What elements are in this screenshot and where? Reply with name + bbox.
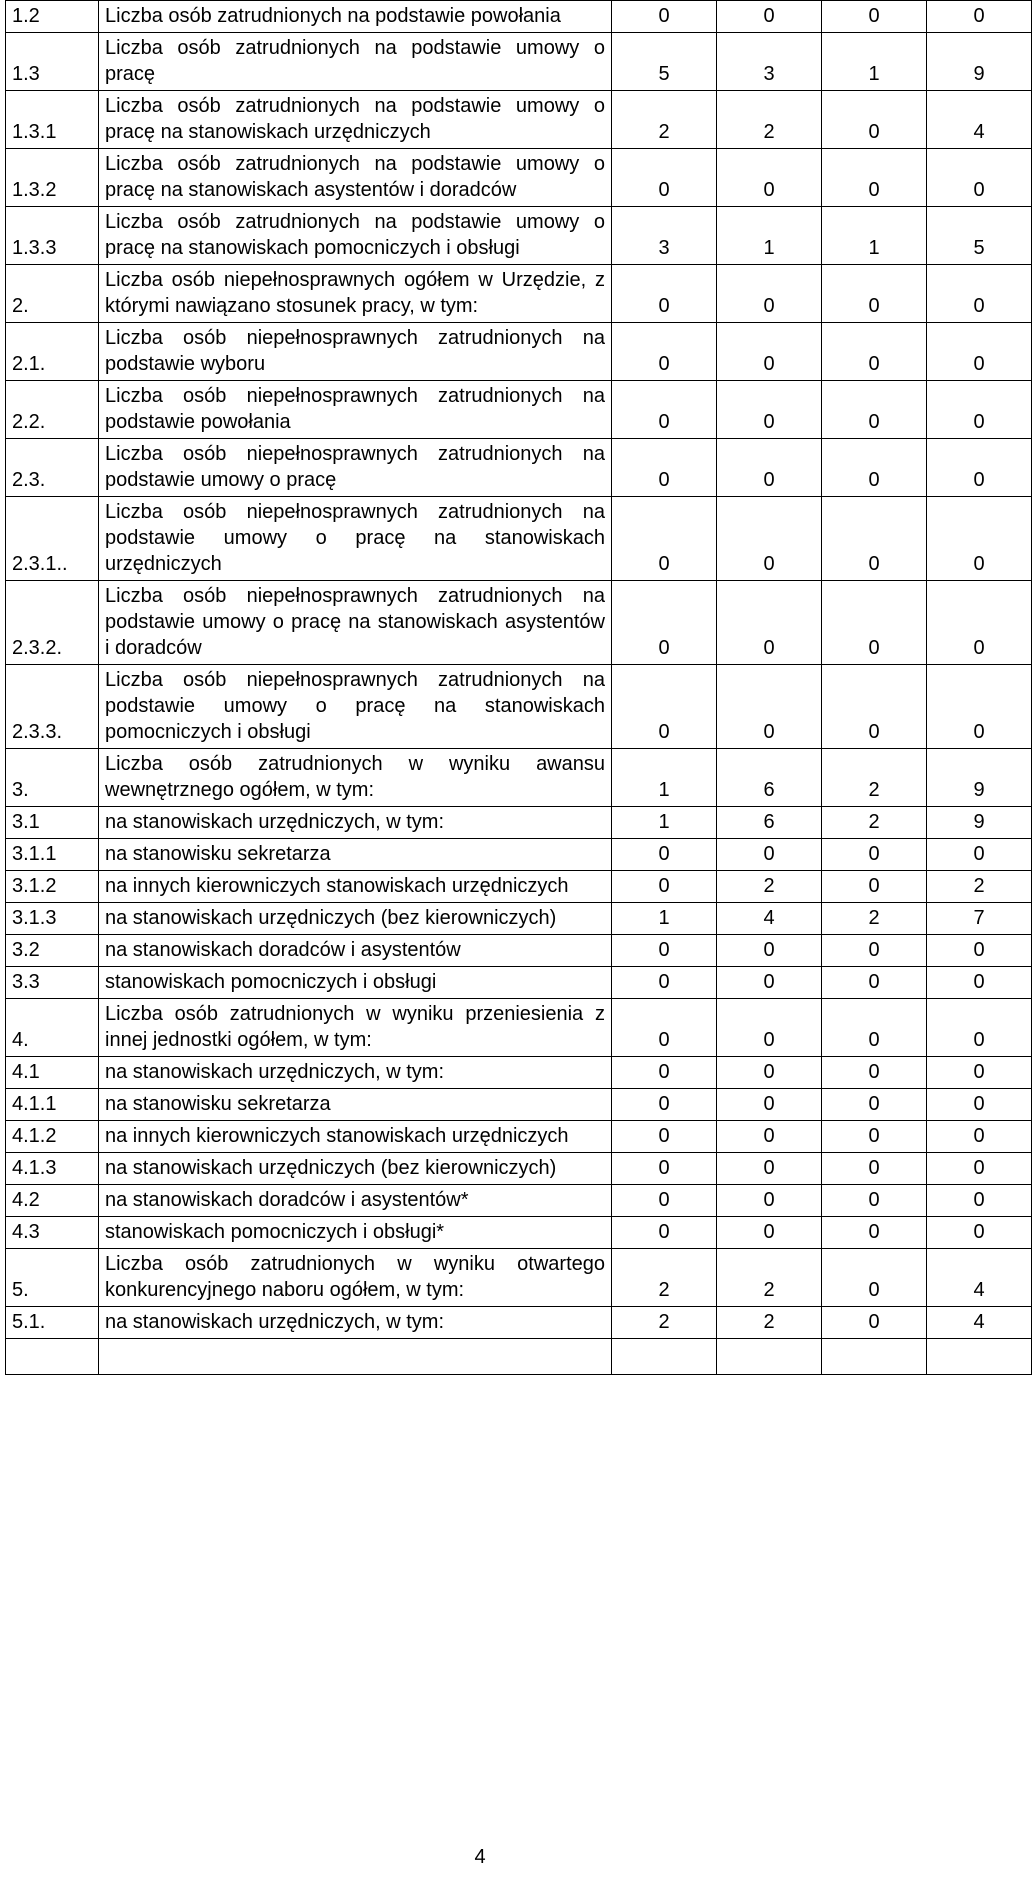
value-cell: 0 <box>822 1057 927 1089</box>
value-cell: 4 <box>927 1249 1032 1307</box>
row-number-cell: 2.1. <box>6 323 99 381</box>
row-description-cell: Liczba osób niepełnosprawnych zatrudnionych na podstawie umowy o pracę na stanowiskach pomocniczych i obsługi <box>99 665 612 749</box>
value-cell: 0 <box>927 1 1032 33</box>
row-number-cell: 2.2. <box>6 381 99 439</box>
value-cell: 0 <box>822 967 927 999</box>
value-cell: 3 <box>612 207 717 265</box>
value-cell: 0 <box>717 497 822 581</box>
row-description-cell: na innych kierowniczych stanowiskach urzędniczych <box>99 871 612 903</box>
row-description-cell: Liczba osób zatrudnionych na podstawie umowy o pracę na stanowiskach pomocniczych i obsługi <box>99 207 612 265</box>
value-cell: 0 <box>822 1249 927 1307</box>
table-row <box>6 1089 1032 1121</box>
value-cell: 0 <box>612 497 717 581</box>
value-cell: 0 <box>717 935 822 967</box>
value-cell: 0 <box>612 967 717 999</box>
table-row <box>6 1217 1032 1249</box>
table-row <box>6 1249 1032 1307</box>
row-number-cell: 4.3 <box>6 1217 99 1249</box>
value-cell: 0 <box>927 323 1032 381</box>
row-number-cell: 1.3.3 <box>6 207 99 265</box>
table-row <box>6 839 1032 871</box>
row-number-cell: 4. <box>6 999 99 1057</box>
value-cell: 0 <box>612 1217 717 1249</box>
row-description-cell: na stanowiskach urzędniczych, w tym: <box>99 807 612 839</box>
value-cell: 0 <box>717 665 822 749</box>
value-cell: 0 <box>927 1185 1032 1217</box>
value-cell: 0 <box>822 323 927 381</box>
value-cell: 9 <box>927 33 1032 91</box>
row-number-cell: 3.1.3 <box>6 903 99 935</box>
row-number-cell: 4.1.2 <box>6 1121 99 1153</box>
value-cell: 0 <box>822 1185 927 1217</box>
value-cell: 4 <box>927 91 1032 149</box>
empty-cell <box>6 1339 99 1375</box>
row-number-cell: 4.1 <box>6 1057 99 1089</box>
row-description-cell: Liczba osób zatrudnionych na podstawie umowy o pracę na stanowiskach asystentów i doradców <box>99 149 612 207</box>
value-cell: 0 <box>612 149 717 207</box>
value-cell: 2 <box>822 903 927 935</box>
value-cell: 2 <box>717 871 822 903</box>
empty-row <box>6 1339 1032 1375</box>
row-description-cell: Liczba osób zatrudnionych na podstawie umowy o pracę na stanowiskach urzędniczych <box>99 91 612 149</box>
value-cell: 0 <box>612 1089 717 1121</box>
row-number-cell: 4.1.3 <box>6 1153 99 1185</box>
value-cell: 0 <box>927 967 1032 999</box>
row-number-cell: 2.3.3. <box>6 665 99 749</box>
row-number-cell: 1.3.1 <box>6 91 99 149</box>
table-row <box>6 1185 1032 1217</box>
value-cell: 0 <box>822 439 927 497</box>
value-cell: 0 <box>717 439 822 497</box>
table-row <box>6 967 1032 999</box>
value-cell: 0 <box>822 149 927 207</box>
value-cell: 0 <box>927 439 1032 497</box>
value-cell: 0 <box>927 1217 1032 1249</box>
value-cell: 0 <box>612 1 717 33</box>
value-cell: 0 <box>822 999 927 1057</box>
value-cell: 0 <box>717 1153 822 1185</box>
row-description-cell: Liczba osób niepełnosprawnych zatrudnionych na podstawie umowy o pracę <box>99 439 612 497</box>
value-cell: 0 <box>717 1089 822 1121</box>
table-row <box>6 1121 1032 1153</box>
table-row <box>6 749 1032 807</box>
value-cell: 0 <box>822 497 927 581</box>
value-cell: 6 <box>717 749 822 807</box>
value-cell: 0 <box>927 381 1032 439</box>
row-number-cell: 3.3 <box>6 967 99 999</box>
row-description-cell: na stanowiskach urzędniczych, w tym: <box>99 1307 612 1339</box>
row-description-cell: Liczba osób niepełnosprawnych zatrudnionych na podstawie umowy o pracę na stanowiskach asystentów i doradców <box>99 581 612 665</box>
value-cell: 1 <box>822 207 927 265</box>
row-number-cell: 2. <box>6 265 99 323</box>
row-description-cell: Liczba osób niepełnosprawnych zatrudnionych na podstawie powołania <box>99 381 612 439</box>
value-cell: 0 <box>717 1 822 33</box>
table-row <box>6 871 1032 903</box>
table-row <box>6 33 1032 91</box>
value-cell: 2 <box>927 871 1032 903</box>
value-cell: 1 <box>717 207 822 265</box>
value-cell: 0 <box>717 581 822 665</box>
value-cell: 0 <box>822 935 927 967</box>
row-description-cell: na stanowiskach doradców i asystentów* <box>99 1185 612 1217</box>
value-cell: 0 <box>822 581 927 665</box>
value-cell: 0 <box>612 581 717 665</box>
value-cell: 0 <box>927 1057 1032 1089</box>
table-row <box>6 903 1032 935</box>
row-number-cell: 4.1.1 <box>6 1089 99 1121</box>
value-cell: 0 <box>822 1307 927 1339</box>
row-description-cell: Liczba osób zatrudnionych w wyniku awansu wewnętrznego ogółem, w tym: <box>99 749 612 807</box>
value-cell: 0 <box>822 265 927 323</box>
value-cell: 2 <box>822 749 927 807</box>
table-row <box>6 265 1032 323</box>
table-row <box>6 1153 1032 1185</box>
value-cell: 0 <box>612 1153 717 1185</box>
value-cell: 0 <box>612 1057 717 1089</box>
employment-statistics-table <box>5 0 1032 1375</box>
value-cell: 0 <box>612 935 717 967</box>
value-cell: 1 <box>612 807 717 839</box>
value-cell: 0 <box>717 323 822 381</box>
value-cell: 2 <box>612 1249 717 1307</box>
value-cell: 0 <box>612 1185 717 1217</box>
value-cell: 4 <box>717 903 822 935</box>
table-row <box>6 497 1032 581</box>
value-cell: 0 <box>717 1217 822 1249</box>
value-cell: 0 <box>927 1089 1032 1121</box>
value-cell: 0 <box>927 265 1032 323</box>
value-cell: 2 <box>717 1249 822 1307</box>
row-description-cell: stanowiskach pomocniczych i obsługi <box>99 967 612 999</box>
value-cell: 0 <box>822 381 927 439</box>
value-cell: 0 <box>822 1121 927 1153</box>
value-cell: 0 <box>822 1217 927 1249</box>
table-row <box>6 807 1032 839</box>
value-cell: 0 <box>612 665 717 749</box>
value-cell: 9 <box>927 807 1032 839</box>
table-row <box>6 935 1032 967</box>
row-description-cell: na innych kierowniczych stanowiskach urzędniczych <box>99 1121 612 1153</box>
value-cell: 0 <box>717 999 822 1057</box>
value-cell: 4 <box>927 1307 1032 1339</box>
row-description-cell: na stanowisku sekretarza <box>99 839 612 871</box>
value-cell: 0 <box>927 1153 1032 1185</box>
empty-cell <box>99 1339 612 1375</box>
row-description-cell: Liczba osób niepełnosprawnych ogółem w Urzędzie, z którymi nawiązano stosunek pracy, w tym: <box>99 265 612 323</box>
table-row <box>6 1057 1032 1089</box>
table-row <box>6 1 1032 33</box>
value-cell: 0 <box>717 149 822 207</box>
value-cell: 6 <box>717 807 822 839</box>
value-cell: 0 <box>717 839 822 871</box>
value-cell: 0 <box>927 999 1032 1057</box>
value-cell: 7 <box>927 903 1032 935</box>
row-number-cell: 3. <box>6 749 99 807</box>
value-cell: 0 <box>927 497 1032 581</box>
value-cell: 0 <box>612 1121 717 1153</box>
row-number-cell: 2.3. <box>6 439 99 497</box>
value-cell: 2 <box>717 1307 822 1339</box>
value-cell: 5 <box>927 207 1032 265</box>
value-cell: 0 <box>927 839 1032 871</box>
row-description-cell: Liczba osób zatrudnionych na podstawie umowy o pracę <box>99 33 612 91</box>
row-number-cell: 1.3 <box>6 33 99 91</box>
value-cell: 0 <box>927 665 1032 749</box>
value-cell: 0 <box>717 1185 822 1217</box>
row-description-cell: Liczba osób niepełnosprawnych zatrudnionych na podstawie wyboru <box>99 323 612 381</box>
table-row <box>6 439 1032 497</box>
empty-cell <box>822 1339 927 1375</box>
value-cell: 0 <box>612 839 717 871</box>
value-cell: 0 <box>822 871 927 903</box>
table-row <box>6 581 1032 665</box>
value-cell: 2 <box>717 91 822 149</box>
row-number-cell: 5.1. <box>6 1307 99 1339</box>
value-cell: 0 <box>927 149 1032 207</box>
value-cell: 0 <box>717 967 822 999</box>
table-row <box>6 207 1032 265</box>
table-row <box>6 1307 1032 1339</box>
table-row <box>6 665 1032 749</box>
row-number-cell: 3.1.2 <box>6 871 99 903</box>
row-number-cell: 3.1.1 <box>6 839 99 871</box>
value-cell: 0 <box>927 1121 1032 1153</box>
row-description-cell: Liczba osób zatrudnionych na podstawie powołania <box>99 1 612 33</box>
value-cell: 0 <box>717 1057 822 1089</box>
value-cell: 0 <box>612 439 717 497</box>
row-description-cell: na stanowiskach urzędniczych (bez kierowniczych) <box>99 903 612 935</box>
value-cell: 3 <box>717 33 822 91</box>
value-cell: 0 <box>822 91 927 149</box>
row-number-cell: 1.2 <box>6 1 99 33</box>
value-cell: 0 <box>822 1153 927 1185</box>
value-cell: 1 <box>612 749 717 807</box>
empty-cell <box>717 1339 822 1375</box>
value-cell: 0 <box>927 581 1032 665</box>
value-cell: 2 <box>822 807 927 839</box>
row-number-cell: 5. <box>6 1249 99 1307</box>
row-description-cell: Liczba osób zatrudnionych w wyniku otwartego konkurencyjnego naboru ogółem, w tym: <box>99 1249 612 1307</box>
value-cell: 9 <box>927 749 1032 807</box>
table-row <box>6 381 1032 439</box>
value-cell: 1 <box>612 903 717 935</box>
row-description-cell: na stanowiskach urzędniczych, w tym: <box>99 1057 612 1089</box>
row-number-cell: 3.1 <box>6 807 99 839</box>
table-row <box>6 323 1032 381</box>
row-description-cell: stanowiskach pomocniczych i obsługi* <box>99 1217 612 1249</box>
table-row <box>6 91 1032 149</box>
value-cell: 0 <box>717 265 822 323</box>
table-row <box>6 999 1032 1057</box>
value-cell: 2 <box>612 91 717 149</box>
row-number-cell: 3.2 <box>6 935 99 967</box>
row-number-cell: 2.3.2. <box>6 581 99 665</box>
row-description-cell: na stanowiskach doradców i asystentów <box>99 935 612 967</box>
row-description-cell: Liczba osób niepełnosprawnych zatrudnionych na podstawie umowy o pracę na stanowiskach urzędniczych <box>99 497 612 581</box>
value-cell: 0 <box>612 323 717 381</box>
value-cell: 0 <box>612 381 717 439</box>
value-cell: 0 <box>927 935 1032 967</box>
table-body <box>6 1 1032 1375</box>
value-cell: 0 <box>717 1121 822 1153</box>
value-cell: 0 <box>612 265 717 323</box>
value-cell: 0 <box>822 665 927 749</box>
value-cell: 0 <box>612 871 717 903</box>
table-row <box>6 149 1032 207</box>
value-cell: 0 <box>717 381 822 439</box>
row-description-cell: na stanowisku sekretarza <box>99 1089 612 1121</box>
row-description-cell: Liczba osób zatrudnionych w wyniku przeniesienia z innej jednostki ogółem, w tym: <box>99 999 612 1057</box>
row-number-cell: 1.3.2 <box>6 149 99 207</box>
empty-cell <box>612 1339 717 1375</box>
row-number-cell: 4.2 <box>6 1185 99 1217</box>
value-cell: 5 <box>612 33 717 91</box>
value-cell: 1 <box>822 33 927 91</box>
row-description-cell: na stanowiskach urzędniczych (bez kierowniczych) <box>99 1153 612 1185</box>
row-number-cell: 2.3.1.. <box>6 497 99 581</box>
value-cell: 2 <box>612 1307 717 1339</box>
value-cell: 0 <box>612 999 717 1057</box>
value-cell: 0 <box>822 1 927 33</box>
page-number: 4 <box>474 1846 486 1868</box>
value-cell: 0 <box>822 839 927 871</box>
empty-cell <box>927 1339 1032 1375</box>
value-cell: 0 <box>822 1089 927 1121</box>
